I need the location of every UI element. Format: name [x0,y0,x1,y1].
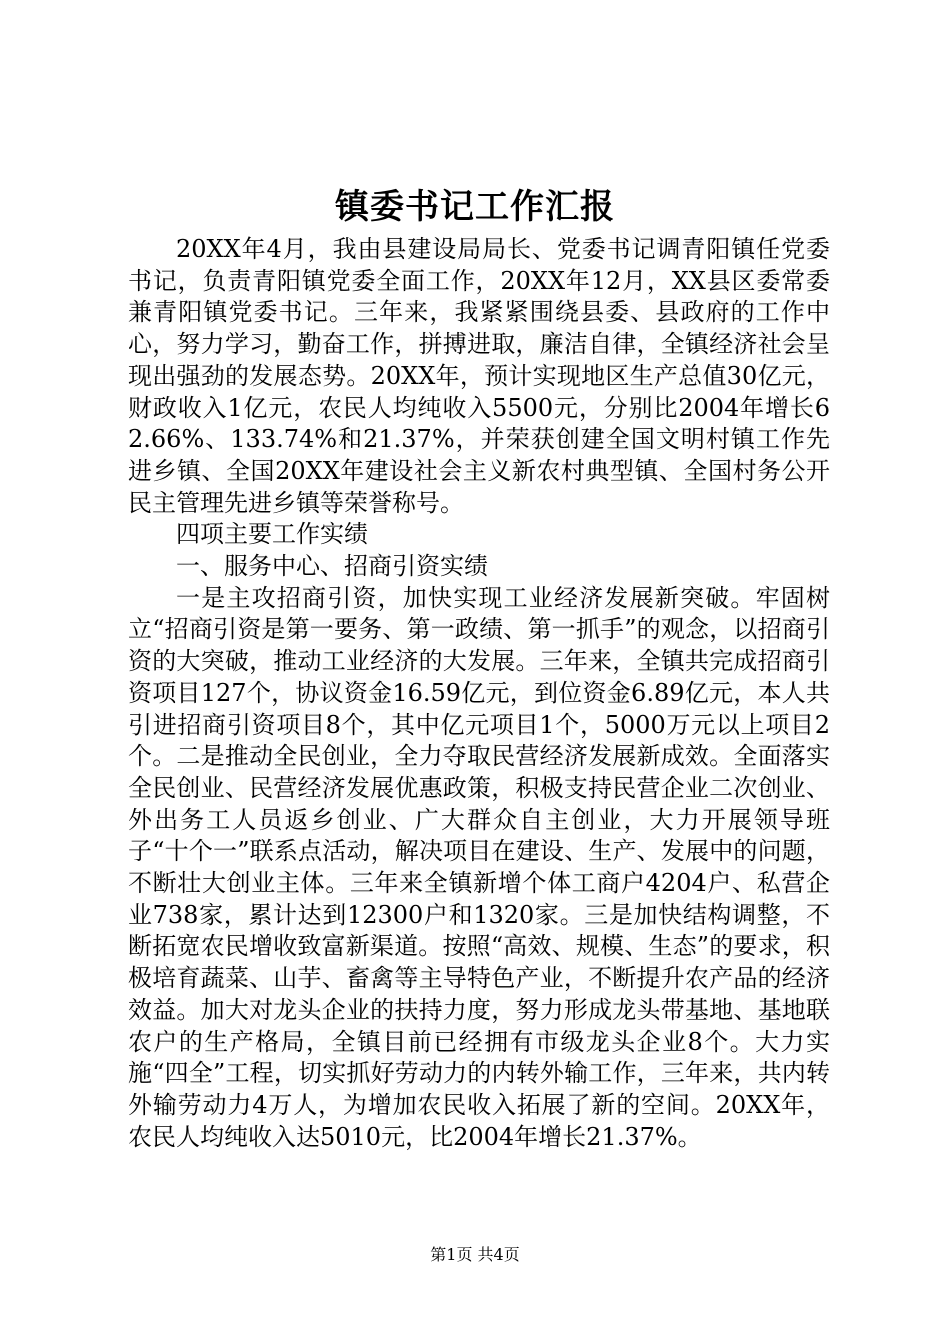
document-title: 镇委书记工作汇报 [335,187,615,227]
paragraph-intro: 20XX年4月，我由县建设局局长、党委书记调青阳镇任党委书记，负责青阳镇党委全面工作，20XX年12月，XX县区委常委兼青阳镇党委书记。三年来，我紧紧围绕县委、县政府的工作中心，努力学习，勤奋工作，拼搏进取，廉洁自律，全镇经济社会呈现出强劲的发展态势。20XX年，预计实现地区生产总值30亿元，财政收入1亿元，农民人均纯收入5500元，分别比2004年增长62.66%、133.74%和21.37%，并荣获创建全国文明村镇工作先进乡镇、全国20XX年建设社会主义新农村典型镇、全国村务公开民主管理先进乡镇等荣誉称号。 [128,235,830,517]
paragraph-details: 一是主攻招商引资，加快实现工业经济发展新突破。牢固树立“招商引资是第一要务、第一政绩、第一抓手”的观念，以招商引资的大突破，推动工业经济的大发展。三年来，全镇共完成招商引资项目127个，协议资金16.59亿元，到位资金6.89亿元，本人共引进招商引资项目8个，其中亿元项目1个，5000万元以上项目2个。二是推动全民创业，全力夺取民营经济发展新成效。全面落实全民创业、民营经济发展优惠政策，积极支持民营企业二次创业、外出务工人员返乡创业、广大群众自主创业，大力开展领导班子“十个一”联系点活动，解决项目在建设、生产、发展中的问题，不断壮大创业主体。三年来全镇新增个体工商户4204户、私营企业738家，累计达到12300户和1320家。三是加快结构调整，不断拓宽农民增收致富新渠道。按照“高效、规模、生态”的要求，积极培育蔬菜、山芋、畜禽等主导特色产业，不断提升农产品的经济效益。加大对龙头企业的扶持力度，努力形成龙头带基地、基地联农户的生产格局，全镇目前已经拥有市级龙头企业8个。大力实施“四全”工程，切实抓好劳动力的内转外输工作，三年来，共内转外输劳动力4万人，为增加农民收入拓展了新的空间。20XX年，农民人均纯收入达5010元，比2004年增长21.37%。 [128,583,830,1151]
paragraph-subsection-heading: 一、服务中心、招商引资实绩 [176,552,488,581]
paragraph-section-heading: 四项主要工作实绩 [176,520,368,549]
page-footer: 第1页 共4页 [430,1245,520,1264]
document-body [128,234,830,1153]
